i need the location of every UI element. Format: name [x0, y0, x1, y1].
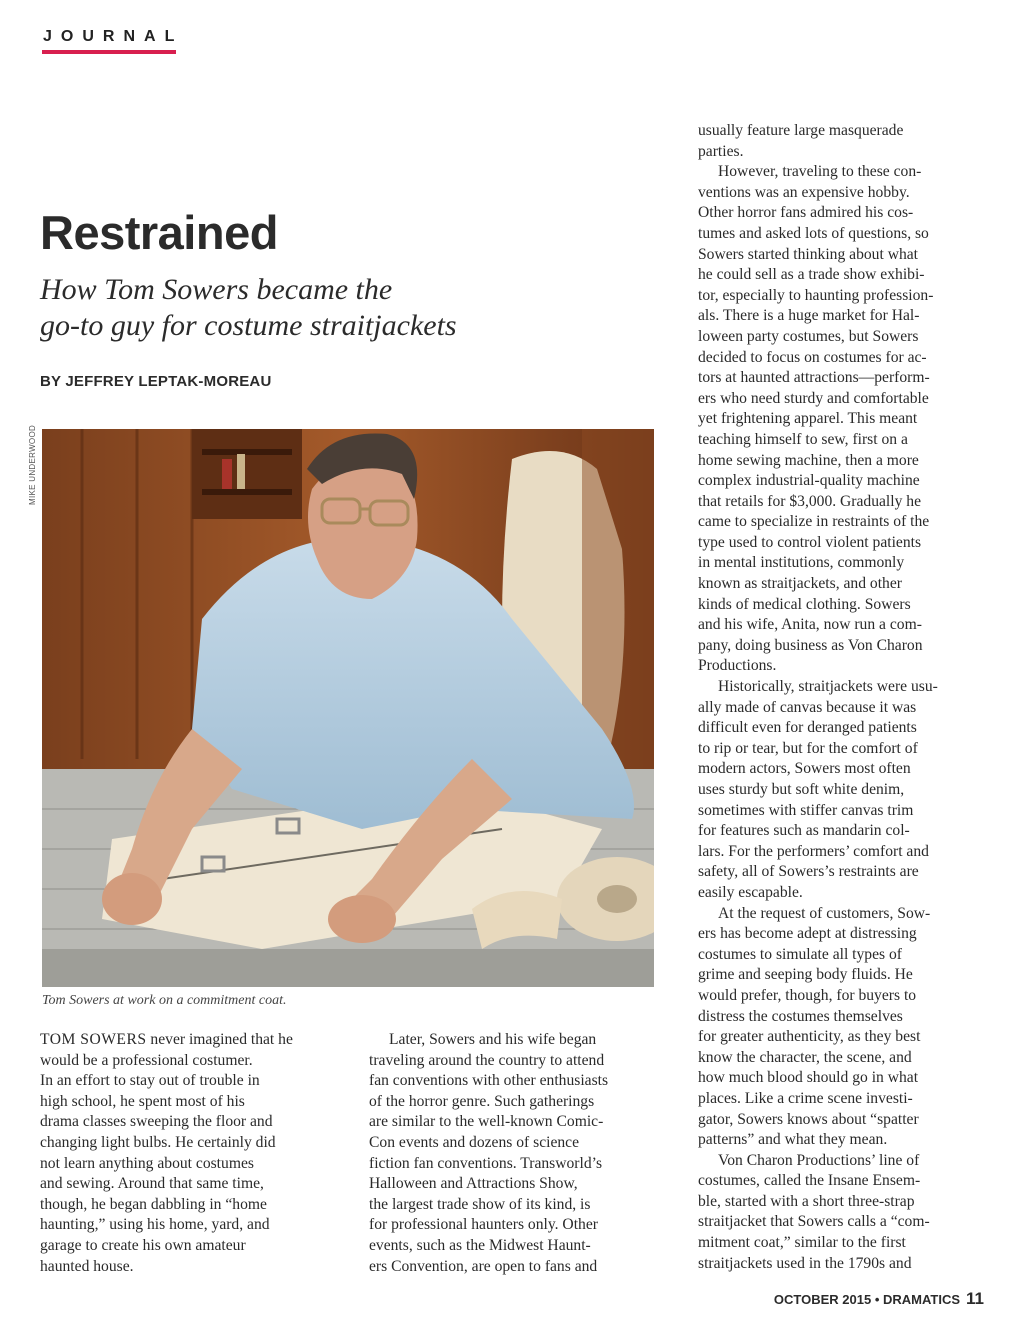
text-line: changing light bulbs. He certainly did [40, 1133, 276, 1151]
text-line: Productions. [698, 657, 777, 675]
text-line: garage to create his own amateur [40, 1236, 246, 1254]
text-line: would be a professional costumer. [40, 1051, 253, 1069]
text-line: Sowers started thinking about what [698, 245, 919, 263]
photo-caption: Tom Sowers at work on a commitment coat. [42, 993, 287, 1008]
text-line: mitment coat,” similar to the first [698, 1234, 906, 1252]
text-line: teaching himself to sew, first on a [698, 430, 908, 448]
text-line: know the character, the scene, and [698, 1048, 912, 1066]
text-line: At the request of customers, Sow- [718, 904, 931, 922]
subhead-line: go-to guy for costume straitjackets [40, 309, 457, 342]
text-line [40, 1030, 340, 1051]
page-number: 11 [966, 1289, 984, 1308]
text-line: difficult even for deranged patients [698, 719, 917, 737]
text-line: not learn anything about costumes [40, 1154, 254, 1172]
text-line: type used to control violent patients [698, 533, 922, 551]
photo-credit: MIKE UNDERWOOD [28, 424, 37, 505]
text-line: to rip or tear, but for the comfort of [698, 739, 918, 757]
text-line: that retails for $3,000. Gradually he [698, 492, 922, 510]
text-line: for features such as mandarin col- [698, 822, 910, 840]
text-line: straitjacket that Sowers calls a “com- [698, 1213, 930, 1231]
text-line: ers who need sturdy and comfortable [698, 389, 929, 407]
text-line: straitjackets used in the 1790s and [698, 1254, 912, 1272]
text-line: though, he began dabbling in “home [40, 1195, 267, 1213]
text-line: usually feature large masquerade [698, 122, 904, 139]
photo-illustration [42, 429, 654, 987]
lead-in: TOM SOWERS [40, 1031, 147, 1048]
text-line: complex industrial-quality machine [698, 472, 920, 490]
section-rule [42, 50, 176, 54]
text-line: are similar to the well-known Comic- [369, 1113, 604, 1131]
text-line: yet frightening apparel. This meant [698, 410, 918, 428]
text-line: the largest trade show of its kind, is [369, 1195, 591, 1213]
text-line: would prefer, though, for buyers to [698, 986, 917, 1004]
byline: BY JEFFREY LEPTAK-MOREAU [40, 373, 272, 390]
text-line: However, traveling to these con- [718, 163, 922, 181]
text-line: and his wife, Anita, now run a com- [698, 616, 922, 634]
text-line: uses sturdy but soft white denim, [698, 781, 905, 798]
text-line: parties. [698, 142, 744, 160]
text-line: Later, Sowers and his wife began [389, 1031, 597, 1048]
text-line: easily escapable. [698, 883, 803, 901]
text-line: In an effort to stay out of trouble in [40, 1072, 260, 1090]
text-line: als. There is a huge market for Hal- [698, 307, 920, 325]
text-line: tor, especially to haunting profession- [698, 286, 934, 304]
text-line: ble, started with a short three-strap [698, 1192, 915, 1210]
article-subhead [40, 272, 520, 344]
text-line: costumes, called the Insane Ensem- [698, 1172, 921, 1190]
text-line: drama classes sweeping the floor and [40, 1113, 273, 1131]
text-line: home sewing machine, then a more [698, 451, 919, 469]
text-line: pany, doing business as Von Charon [698, 636, 923, 654]
text-line: in mental institutions, commonly [698, 554, 905, 572]
text-line: he could sell as a trade show exhibi- [698, 266, 925, 284]
body-column-3 [698, 121, 988, 1274]
article-photo [42, 429, 654, 987]
text-line: modern actors, Sowers most often [698, 760, 911, 778]
text-line: ers has become adept at distressing [698, 925, 917, 943]
text-line: tors at haunted attractions—perform- [698, 369, 930, 387]
text-line: loween party costumes, but Sowers [698, 327, 919, 345]
text-line: haunted house. [40, 1257, 134, 1275]
body-column-1 [40, 1030, 340, 1277]
text-line: events, such as the Midwest Haunt- [369, 1236, 591, 1254]
text-line: Von Charon Productions’ line of [718, 1151, 920, 1169]
section-label: JOURNAL [43, 28, 184, 45]
issue-label: OCTOBER 2015 • DRAMATICS [773, 1292, 961, 1307]
text-line: ers Convention, are open to fans and [369, 1257, 598, 1275]
body-column-2 [369, 1030, 669, 1277]
text-line: how much blood should go in what [698, 1069, 919, 1087]
text-line: Historically, straitjackets were usu- [718, 678, 938, 696]
text-line: came to specialize in restraints of the [698, 513, 930, 531]
text-line: high school, he spent most of his [40, 1092, 245, 1110]
text-line: gator, Sowers knows about “spatter [698, 1110, 919, 1128]
text-line: grime and seeping body fluids. He [698, 966, 913, 984]
text-line-fragment: never imagined that he [146, 1031, 293, 1048]
article-headline: Restrained [40, 206, 278, 259]
text-line: ally made of canvas because it was [698, 698, 917, 716]
text-line: for professional haunters only. Other [369, 1216, 598, 1234]
text-line: and sewing. Around that same time, [40, 1175, 264, 1193]
text-line: for greater authenticity, as they best [698, 1028, 921, 1046]
text-line: haunting,” using his home, yard, and [40, 1216, 270, 1234]
text-line: Halloween and Attractions Show, [369, 1175, 578, 1193]
text-line: fiction fan conventions. Transworld’s [369, 1154, 603, 1172]
text-line: decided to focus on costumes for ac- [698, 348, 927, 366]
page-footer [774, 1289, 984, 1309]
text-line: known as straitjackets, and other [698, 575, 902, 593]
text-line: lars. For the performers’ comfort and [698, 842, 929, 860]
text-line: distress the costumes themselves [698, 1007, 903, 1025]
subhead-line: How Tom Sowers became the [40, 273, 393, 306]
text-line: places. Like a crime scene investi- [698, 1089, 913, 1107]
text-line: traveling around the country to attend [369, 1051, 605, 1069]
text-line: fan conventions with other enthusiasts [369, 1072, 609, 1090]
text-line: kinds of medical clothing. Sowers [698, 595, 911, 613]
text-line: safety, all of Sowers’s restraints are [698, 863, 919, 881]
text-line: ventions was an expensive hobby. [698, 183, 910, 201]
text-line: patterns” and what they mean. [698, 1131, 888, 1149]
text-line: costumes to simulate all types of [698, 945, 902, 963]
text-line: Con events and dozens of science [369, 1133, 580, 1151]
text-line: of the horror genre. Such gatherings [369, 1092, 595, 1110]
text-line: sometimes with stiffer canvas trim [698, 801, 914, 819]
text-line: Other horror fans admired his cos- [698, 204, 914, 222]
text-line: tumes and asked lots of questions, so [698, 224, 929, 242]
